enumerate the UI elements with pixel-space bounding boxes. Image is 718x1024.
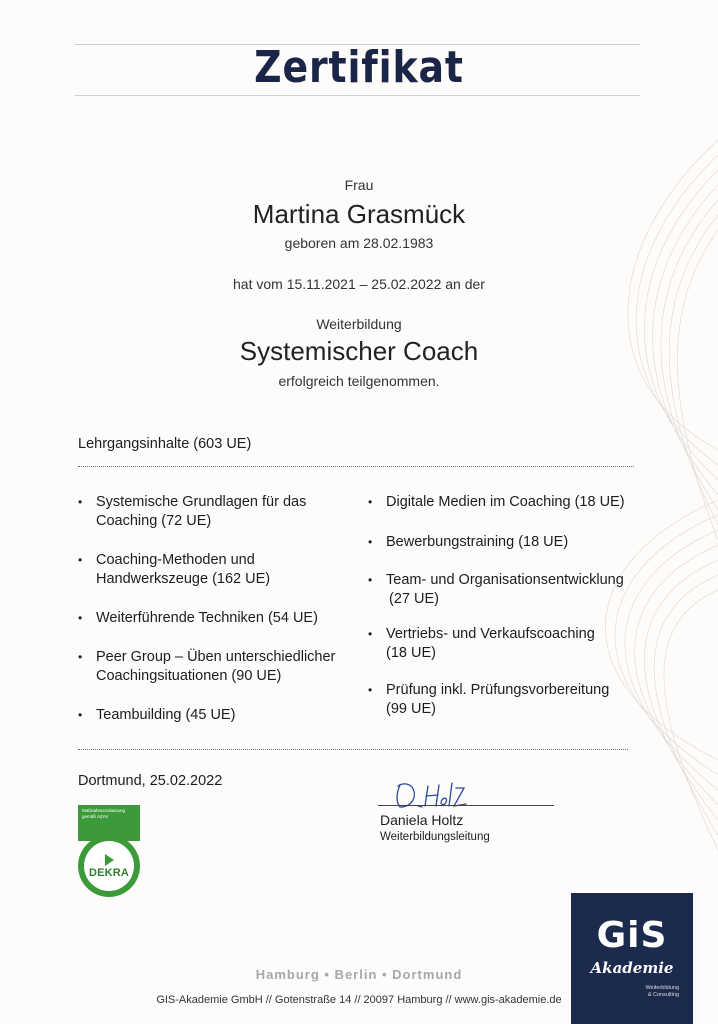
signer-name: Daniela Holtz	[380, 812, 464, 828]
list-item: • Weiterführende Techniken (54 UE)	[78, 609, 363, 628]
recipient-name: Martina Grasmück	[252, 199, 466, 229]
course-result: erfolgreich teilgenommen.	[278, 373, 440, 389]
dekra-word: DEKRA	[88, 866, 130, 879]
course-period: hat vom 15.11.2021 – 25.02.2022 an der	[233, 276, 485, 292]
dekra-certified-label: zertifiziert	[98, 884, 120, 890]
list-item: • Vertriebs- und Verkaufscoaching (18 UE)	[368, 625, 648, 663]
signer-role: Weiterbildungsleitung	[380, 831, 490, 843]
list-item: • Teambuilding (45 UE)	[78, 706, 363, 725]
list-item: • Peer Group – Üben unterschiedlicher Coachingsituationen (90 UE)	[78, 648, 363, 686]
dotted-divider-bottom	[78, 749, 628, 750]
certificate-title: Zertifikat	[254, 42, 464, 93]
list-item: • Bewerbungstraining (18 UE)	[368, 533, 648, 552]
footer-cities: Hamburg • Berlin • Dortmund	[255, 967, 463, 982]
contents-list-left	[78, 493, 363, 745]
list-item: • Digitale Medien im Coaching (18 UE)	[368, 493, 648, 512]
title-rule-bottom	[75, 95, 640, 96]
gis-logo-subtitle: Akademie	[590, 959, 674, 977]
footer-address: GIS-Akademie GmbH // Gotenstraße 14 // 20097 Hamburg // www.gis-akademie.de	[156, 994, 562, 1006]
list-item: • Team- und Organisationsentwicklung (27 UE)	[368, 571, 648, 609]
dekra-triangle-icon	[105, 854, 114, 866]
gis-logo-text: GiS	[596, 915, 668, 956]
list-item: • Systemische Grundlagen für das Coaching (72 UE)	[78, 493, 363, 531]
list-item: • Coaching-Methoden und Handwerkszeuge (162 UE)	[78, 551, 363, 589]
contents-list-right	[368, 493, 648, 739]
birth-date: geboren am 28.02.1983	[284, 235, 434, 251]
course-type: Weiterbildung	[316, 316, 402, 332]
gis-logo-tagline: Weiterbildung & Consulting	[645, 985, 679, 998]
salutation: Frau	[344, 177, 374, 193]
contents-label: Lehrgangsinhalte (603 UE)	[78, 436, 252, 452]
dekra-seal-header: Maßnahmezulassung gemäß AZAV	[78, 805, 140, 841]
place-date: Dortmund, 25.02.2022	[78, 773, 223, 789]
dotted-divider-top	[78, 466, 634, 467]
list-item: • Prüfung inkl. Prüfungsvorbereitung (99 UE)	[368, 681, 648, 719]
signature-line	[378, 805, 554, 806]
dekra-certification-seal	[78, 805, 140, 895]
course-name: Systemischer Coach	[239, 336, 479, 366]
